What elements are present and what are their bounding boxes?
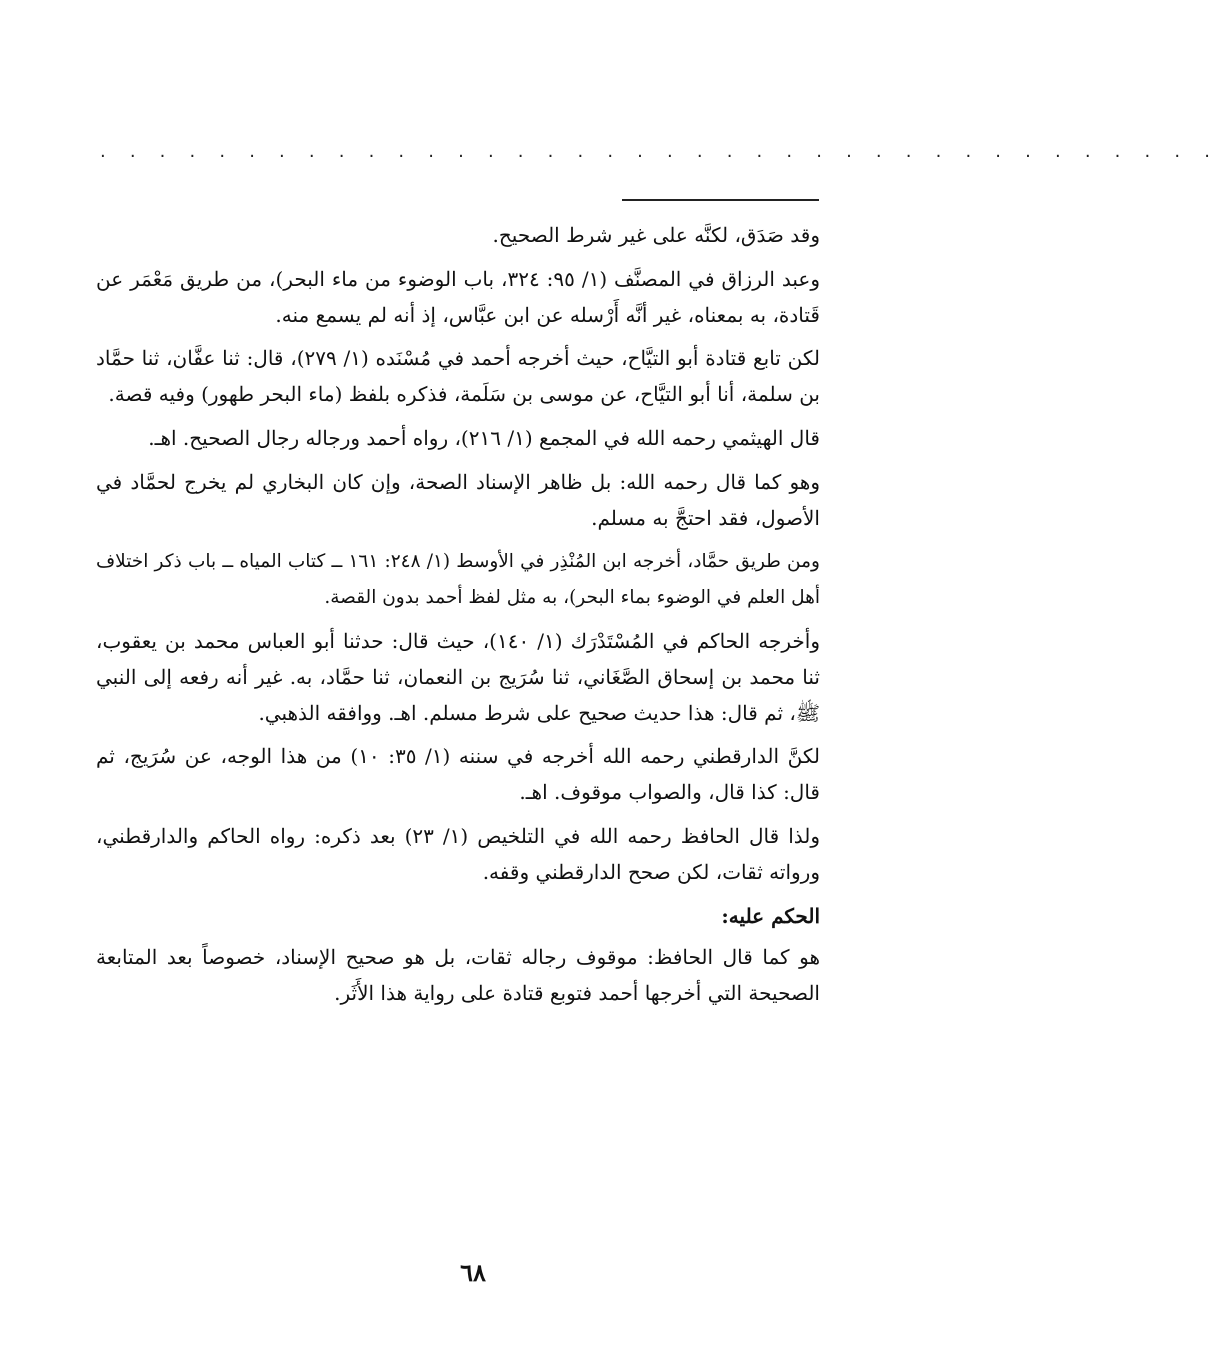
paragraph-2: وعبد الرزاق في المصنَّف (١/ ٩٥: ٣٢٤، باب الوضوء من ماء البحر)، من طريق مَعْمَر عن قَتادة، به بمعناه، غير أنَّه أَرْسله عن ابن عبَّاس، إذ أنه لم يسمع منه.	[96, 266, 820, 327]
paragraph-9: ولذا قال الحافظ رحمه الله في التلخيص (١/ ٢٣) بعد ذكره: رواه الحاكم والدارقطني، ورواته ثقات، لكن صحح الدارقطني وقفه.	[96, 823, 820, 884]
footnote-rule	[622, 199, 819, 201]
page-number: ٦٨	[460, 1258, 486, 1287]
paragraph-10: هو كما قال الحافظ: موقوف رجاله ثقات، بل هو صحيح الإسناد، خصوصاً بعد المتابعة الصحيحة التي أخرجها أحمد فتوبع قتادة على رواية هذا الأَثَر.	[96, 945, 820, 1006]
dotted-separator: · · · · · · · · · · · · · · · · · · · · · · · · · · · · · · · · · · · · · ·	[100, 146, 1219, 167]
paragraph-7: وأخرجه الحاكم في المُسْتَدْرَك (١/ ١٤٠)، حيث قال: حدثنا أبو العباس محمد بن يعقوب، ثنا محمد بن إسحاق الصَّغَاني، ثنا سُرَيج بن النعمان، ثنا حمَّاد، به. غير أنه رفعه إلى النبي ﷺ، ثم قال: هذا حديث صحيح على شرط مسلم. اهـ. ووافقه الذهبي.	[96, 628, 820, 725]
paragraph-8: لكنَّ الدارقطني رحمه الله أخرجه في سننه (١/ ٣٥: ١٠) من هذا الوجه، عن سُرَيج، ثم قال: كذا قال، والصواب موقوف. اهـ.	[96, 744, 820, 805]
paragraph-6: ومن طريق حمَّاد، أخرجه ابن المُنْذِر في الأوسط (١/ ٢٤٨: ١٦١ ــ كتاب المياه ــ باب ذكر اختلاف أهل العلم في الوضوء بماء البحر)، به مثل لفظ أحمد بدون القصة.	[96, 551, 820, 609]
section-heading: الحكم عليه:	[721, 903, 820, 928]
paragraph-4: قال الهيثمي رحمه الله في المجمع (١/ ٢١٦)، رواه أحمد ورجاله رجال الصحيح. اهـ.	[148, 425, 820, 450]
paragraph-1: وقد صَدَق، لكنَّه على غير شرط الصحيح.	[492, 223, 820, 247]
paragraph-3: لكن تابع قتادة أبو التيَّاح، حيث أخرجه أحمد في مُسْنَده (١/ ٢٧٩)، قال: ثنا عفَّان، ثنا حمَّاد بن سلمة، أنا أبو التيَّاح، عن موسى بن سَلَمة، فذكره بلفظ (ماء البحر طهور) وفيه قصة.	[96, 346, 820, 407]
paragraph-5: وهو كما قال رحمه الله: بل ظاهر الإسناد الصحة، وإن كان البخاري لم يخرج لحمَّاد في الأصول، فقد احتجَّ به مسلم.	[96, 469, 820, 530]
main-text	[96, 218, 820, 1020]
